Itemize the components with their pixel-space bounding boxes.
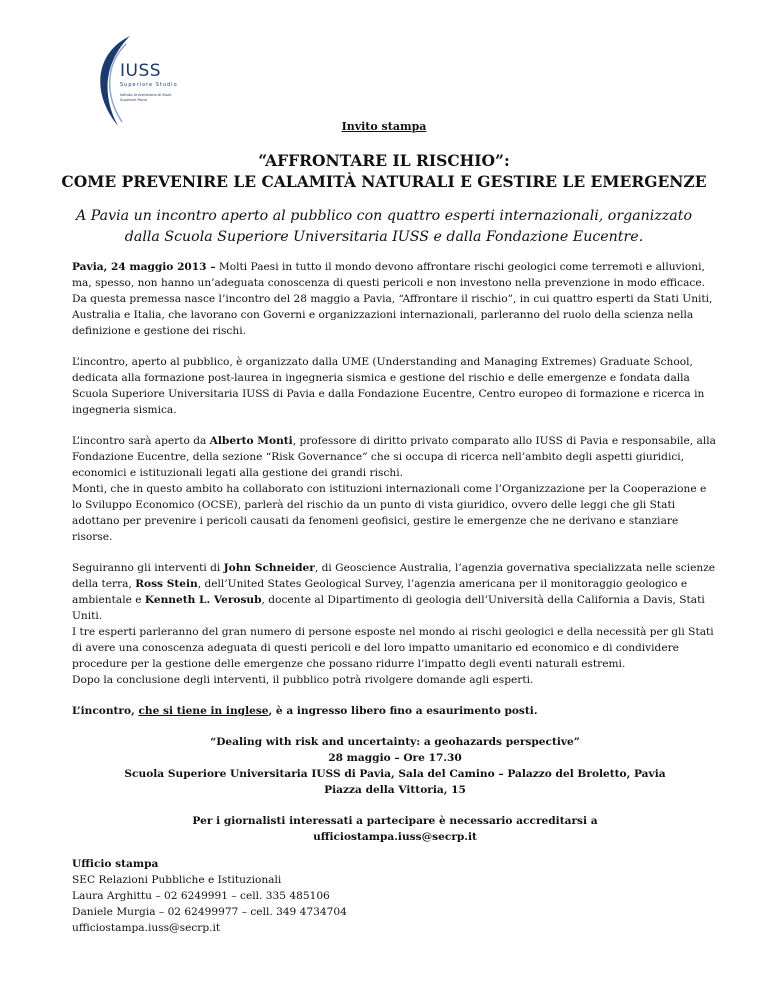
event-venue: Scuola Superiore Universitaria IUSS di Pavia, Sala del Camino – Palazzo del Broletto, Pavia — [124, 768, 666, 780]
paragraph-3 — [72, 433, 718, 545]
paragraph-1-lead: Pavia, 24 maggio 2013 – — [72, 261, 216, 273]
press-office — [72, 856, 347, 936]
press-line: Per i giornalisti interessati a partecipare è necessario accreditarsi a — [192, 815, 598, 827]
paragraph-1-text: Molti Paesi in tutto il mondo devono affrontare rischi geologici come terremoti e alluvioni, ma, spesso, non hanno un’adeguata conoscenza di questi pericoli e non investono nella prevenzione in modo efficace. Da questa premessa nasce l’incontro del 28 maggio a Pavia, “Affrontare il rischio”, in cui quattro esperti da Stati Uniti, Australia e Italia, che lavorano con Governi e organizzazioni internazionali, parleranno del ruolo della scienza nella definizione e gestione dei rischi. — [72, 261, 713, 337]
event-address: Piazza della Vittoria, 15 — [324, 784, 466, 796]
office-heading: Ufficio stampa — [72, 858, 159, 870]
press-accreditation — [72, 813, 718, 845]
p3-text-c: Monti, che in questo ambito ha collaborato con istituzioni internazionali come l’Organizzazione per la Cooperazione e lo Sviluppo Economico (OCSE), parlerà del rischio da un punto di vista giuridico, ovvero delle leggi che gli Stati adottano per prevenire i pericoli causati da fenomeni geofisici, gestire le emergenze che ne derivano e stanziare risorse. — [72, 483, 707, 543]
p5-underlined: che si tiene in inglese — [138, 705, 269, 717]
paragraph-4 — [72, 560, 718, 688]
office-contact-1: Laura Arghittu – 02 6249991 – cell. 335 485106 — [72, 890, 330, 902]
press-email-link[interactable]: ufficiostampa.iuss@secrp.it — [313, 831, 477, 843]
p4-text-d: , docente al Dipartimento di geologia dell’Università della California a Davis, Stati Uniti. — [72, 594, 705, 622]
office-contact-2: Daniele Murgia – 02 62499977 – cell. 349 4734704 — [72, 906, 347, 918]
event-date: 28 maggio – Ore 17.30 — [328, 752, 462, 764]
invito-label: Invito stampa — [341, 120, 427, 133]
speaker-monti: Alberto Monti — [209, 435, 293, 447]
logo-tagline: Superiore Studio — [120, 82, 178, 88]
speaker-verosub: Kenneth L. Verosub — [144, 594, 262, 606]
p4-text-e: I tre esperti parleranno del gran numero di persone esposte nel mondo ai rischi geologici e della necessità per gli Stati di avere una conoscenza adeguata di questi pericoli e del loro impatto umanitario ed economico e di condividere procedure per la gestione delle emergenze che possano ridurre l’impatto degli eventi naturali estremi. — [72, 626, 714, 670]
p4-text-a: Seguiranno gli interventi di — [72, 562, 224, 574]
page-title — [40, 150, 728, 192]
paragraph-1 — [72, 259, 718, 339]
paragraph-2: L’incontro, aperto al pubblico, è organizzato dalla UME (Understanding and Managing Extremes) Graduate School, dedicata alla formazione post-laurea in ingegneria sismica e gestione del rischio e delle emergenze e fondata dalla Scuola Superiore Universitaria IUSS di Pavia e dalla Fondazione Eucentre, Centro europeo di formazione e ricerca in ingegneria sismica. — [72, 356, 705, 416]
office-email-link[interactable]: ufficiostampa.iuss@secrp.it — [72, 922, 221, 934]
logo-institution: Istituto Universitario di Studi Superiori Pavia — [120, 93, 172, 102]
paragraph-5 — [72, 703, 718, 719]
p4-text-b: , di Geoscience Australia, l’agenzia governativa specializzata nelle scienze della terra, — [72, 562, 716, 590]
subtitle: A Pavia un incontro aperto al pubblico con quattro esperti internazionali, organizzato dalla Scuola Superiore Universitaria IUSS e dalla Fondazione Eucentre. — [75, 208, 692, 245]
office-org: SEC Relazioni Pubbliche e Istituzionali — [72, 874, 282, 886]
title-line-2: COME PREVENIRE LE CALAMITÀ NATURALI E GESTIRE LE EMERGENZE — [61, 172, 707, 191]
event-details — [72, 734, 718, 798]
event-title: “Dealing with risk and uncertainty: a geohazards perspective” — [210, 736, 580, 748]
p4-text-f: Dopo la conclusione degli interventi, il pubblico potrà rivolgere domande agli esperti. — [72, 674, 534, 686]
p5-text-a: L’incontro, — [72, 705, 139, 717]
p3-text-a: L’incontro sarà aperto da — [72, 435, 210, 447]
speaker-stein: Ross Stein — [135, 578, 198, 590]
p3-text-b: , professore di diritto privato comparato allo IUSS di Pavia e responsabile, alla Fondazione Eucentre, della sezione “Risk Governance” che si occupa di ricerca nell’ambito degli aspetti giuridici, economici e istituzionali legati alla gestione dei grandi rischi. — [72, 435, 716, 479]
logo-name: IUSS — [120, 61, 162, 81]
body-text — [72, 259, 718, 845]
iuss-logo — [78, 30, 198, 130]
p5-text-b: , è a ingresso libero fino a esaurimento posti. — [268, 705, 538, 717]
speaker-schneider: John Schneider — [223, 562, 315, 574]
p4-text-c: , dell’United States Geological Survey, l’agenzia americana per il monitoraggio geologico e ambientale e — [72, 578, 688, 606]
title-line-1: “AFFRONTARE IL RISCHIO”: — [258, 151, 510, 170]
